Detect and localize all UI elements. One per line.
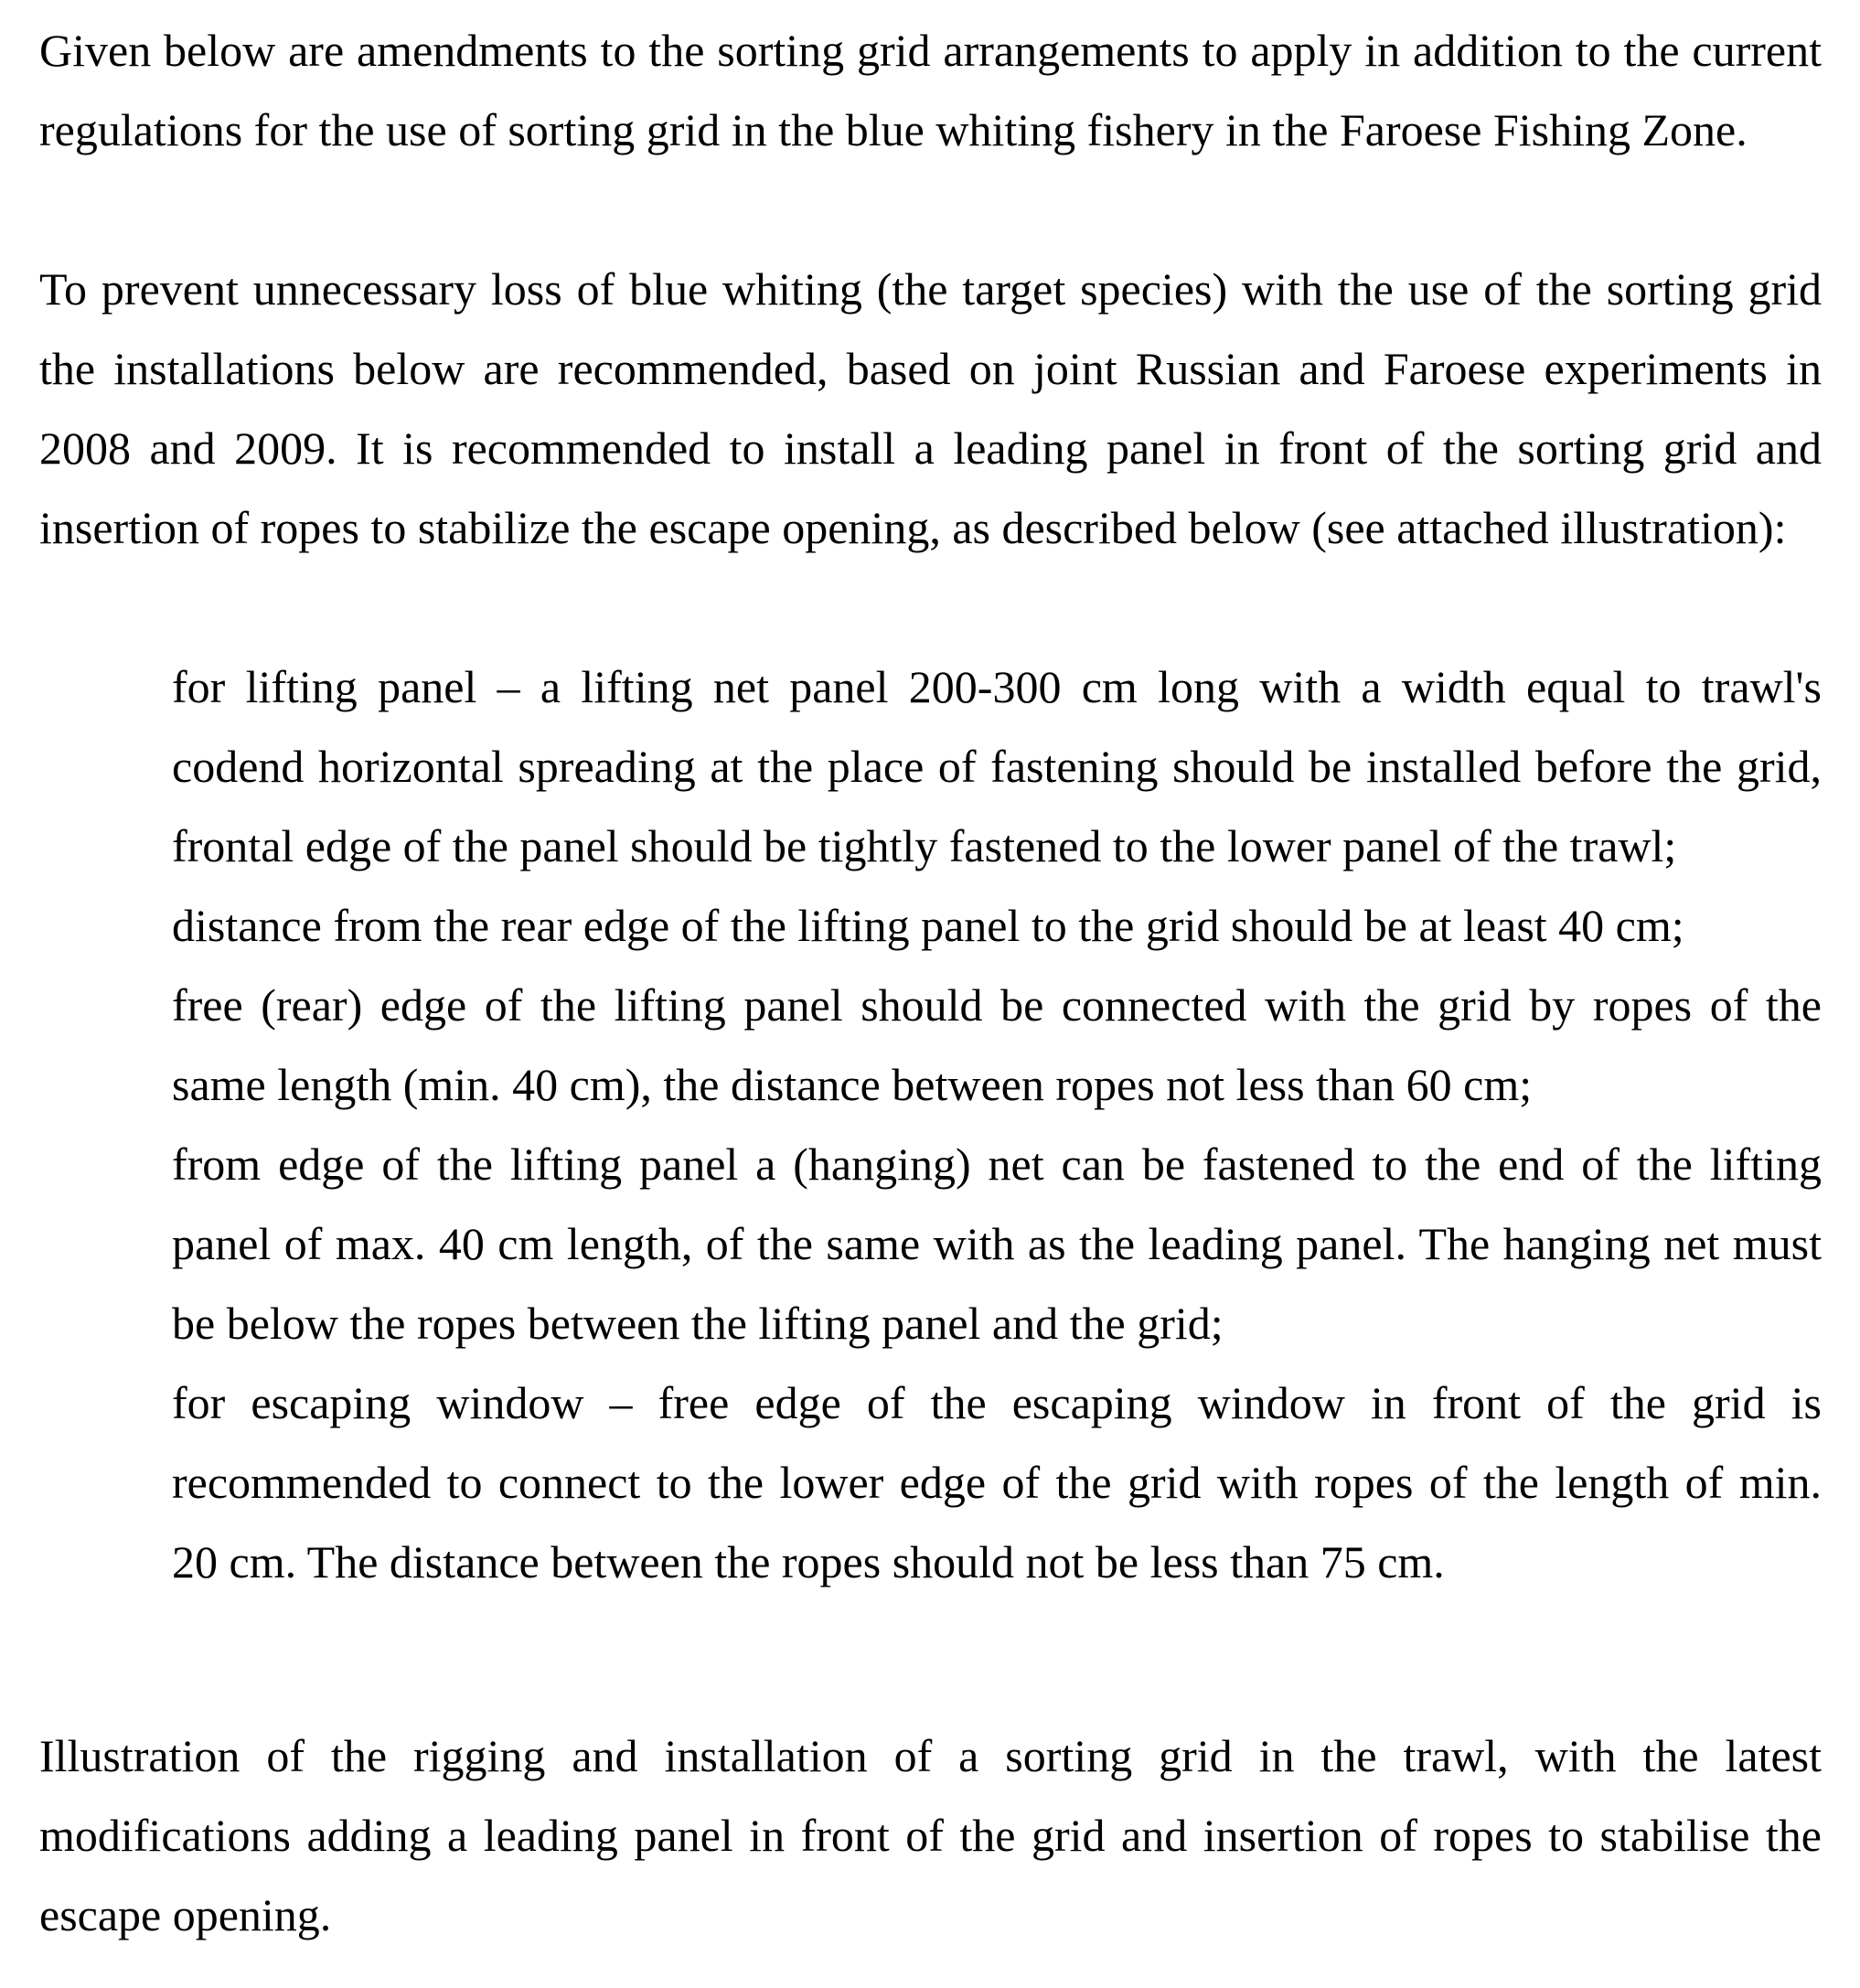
text-line: from edge of the lifting panel a (hanging) net can be fastened to the end of the lifting xyxy=(172,1138,1822,1190)
list-item-grid-distance xyxy=(172,886,1822,966)
text-line: panel of max. 40 cm length, of the same with as the leading panel. The hanging net must xyxy=(172,1218,1822,1269)
text-line: for escaping window – free edge of the escaping window in front of the grid is xyxy=(172,1377,1822,1428)
text-line: codend horizontal spreading at the place of fastening should be installed before the grid, xyxy=(172,741,1822,792)
list-item-lifting-panel xyxy=(172,647,1822,886)
text-line: 20 cm. The distance between the ropes should not be less than 75 cm. xyxy=(172,1536,1445,1587)
text-line: for lifting panel – a lifting net panel 200-300 cm long with a width equal to trawl's xyxy=(172,661,1822,712)
list-item-rear-edge-ropes xyxy=(172,966,1822,1125)
text-line: distance from the rear edge of the lifting panel to the grid should be at least 40 cm; xyxy=(172,900,1684,951)
text-line: recommended to connect to the lower edge of the grid with ropes of the length of min. xyxy=(172,1457,1822,1508)
text-line: the installations below are recommended, based on joint Russian and Faroese experiments in xyxy=(39,343,1822,394)
indented-list xyxy=(172,647,1822,1602)
paragraph-intro xyxy=(39,11,1822,170)
text-line: free (rear) edge of the lifting panel should be connected with the grid by ropes of the xyxy=(172,979,1822,1031)
text-line: escape opening. xyxy=(39,1889,332,1940)
text-line: be below the ropes between the lifting panel and the grid; xyxy=(172,1298,1224,1349)
list-item-escaping-window xyxy=(172,1363,1822,1602)
text-line: modifications adding a leading panel in front of the grid and insertion of ropes to stabilise the xyxy=(39,1810,1822,1861)
paragraph-recommendations xyxy=(39,250,1822,568)
text-line: Illustration of the rigging and installation of a sorting grid in the trawl, with the latest xyxy=(39,1730,1822,1781)
text-line: To prevent unnecessary loss of blue whiting (the target species) with the use of the sorting grid xyxy=(39,263,1822,315)
text-line: frontal edge of the panel should be tightly fastened to the lower panel of the trawl; xyxy=(172,820,1677,871)
paragraph-illustration-caption xyxy=(39,1716,1822,1955)
text-line: Given below are amendments to the sorting grid arrangements to apply in addition to the current xyxy=(39,25,1822,76)
text-line: regulations for the use of sorting grid in the blue whiting fishery in the Faroese Fishing Zone. xyxy=(39,104,1748,155)
list-item-hanging-net xyxy=(172,1125,1822,1363)
text-line: insertion of ropes to stabilize the escape opening, as described below (see attached illustration): xyxy=(39,502,1787,553)
text-line: same length (min. 40 cm), the distance between ropes not less than 60 cm; xyxy=(172,1059,1533,1110)
text-line: 2008 and 2009. It is recommended to install a leading panel in front of the sorting grid and xyxy=(39,422,1822,474)
